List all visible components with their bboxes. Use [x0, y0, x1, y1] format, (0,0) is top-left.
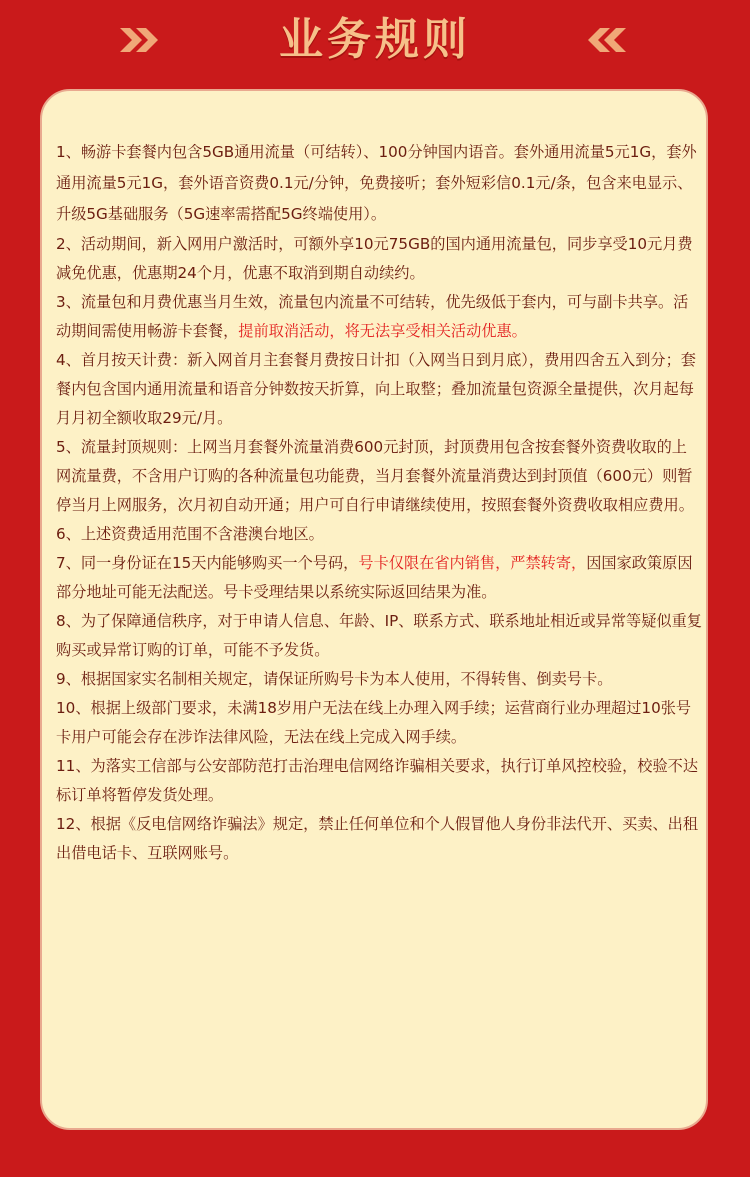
rule-text-after: 因国家政策原因部分地址可能无法配送。号卡受理结果以系统实际返回结果为准。: [56, 554, 693, 601]
rule-item: [56, 549, 702, 607]
rule-item: [56, 346, 702, 433]
double-chevron-left-icon: [584, 26, 628, 54]
rule-text: 4、首月按天计费：新入网首月主套餐月费按日计扣（入网当日到月底），费用四舍五入到分；套餐内包含国内通用流量和语音分钟数按天折算，向上取整；叠加流量包资源全量提供，次月起每月月初全额收取29元/月。: [56, 351, 696, 427]
rule-item: [56, 137, 702, 230]
rules-list: [56, 137, 702, 868]
rule-item: [56, 665, 702, 694]
rule-text: 12、根据《反电信网络诈骗法》规定，禁止任何单位和个人假冒他人身份非法代开、买卖、出租出借电话卡、互联网账号。: [56, 815, 699, 862]
rule-text: 2、活动期间，新入网用户激活时，可额外享10元75GB的国内通用流量包，同步享受10元月费减免优惠，优惠期24个月，优惠不取消到期自动续约。: [56, 235, 693, 282]
rule-text: 8、为了保障通信秩序，对于申请人信息、年龄、IP、联系方式、联系地址相近或异常等疑似重复购买或异常订购的订单，可能不予发货。: [56, 612, 702, 659]
rule-item: [56, 520, 702, 549]
rule-item: [56, 752, 702, 810]
rule-item: [56, 433, 702, 520]
rule-text: 5、流量封顶规则：上网当月套餐外流量消费600元封顶，封顶费用包含按套餐外资费收取的上网流量费，不含用户订购的各种流量包功能费，当月套餐外流量消费达到封顶值（600元）则暂停当月上网服务，次月初自动开通；用户可自行申请继续使用，按照套餐外资费收取相应费用。: [56, 438, 694, 514]
rule-item: [56, 607, 702, 665]
rule-text: 10、根据上级部门要求，未满18岁用户无法在线上办理入网手续；运营商行业办理超过10张号卡用户可能会存在涉诈法律风险，无法在线上完成入网手续。: [56, 699, 692, 746]
rule-item: [56, 810, 702, 868]
rule-text: 1、畅游卡套餐内包含5GB通用流量（可结转）、100分钟国内语音。套外通用流量5元1G，套外通用流量5元1G，套外语音资费0.1元/分钟，免费接听；套外短彩信0.1元/条，包含来电显示、升级5G基础服务（5G速率需搭配5G终端使用）。: [56, 143, 697, 223]
rule-item: [56, 694, 702, 752]
rule-text: 11、为落实工信部与公安部防范打击治理电信网络诈骗相关要求，执行订单风控校验，校验不达标订单将暂停发货处理。: [56, 757, 699, 804]
rule-text: 7、同一身份证在15天内能够购买一个号码，: [56, 554, 359, 572]
rule-highlight: 提前取消活动，将无法享受相关活动优惠。: [238, 322, 527, 340]
page-title: 业务规则: [279, 14, 471, 65]
rule-item: [56, 230, 702, 288]
rule-item: [56, 288, 702, 346]
rule-text: 3、流量包和月费优惠当月生效，流量包内流量不可结转，优先级低于套内，可与副卡共享。活动期间需使用畅游卡套餐，: [56, 293, 689, 340]
rule-text: 9、根据国家实名制相关规定，请保证所购号卡为本人使用，不得转售、倒卖号卡。: [56, 670, 613, 688]
rule-highlight: 号卡仅限在省内销售，严禁转寄，: [358, 554, 587, 572]
rule-text: 6、上述资费适用范围不含港澳台地区。: [56, 525, 324, 543]
header: [0, 0, 750, 90]
rules-card: [40, 89, 708, 1130]
